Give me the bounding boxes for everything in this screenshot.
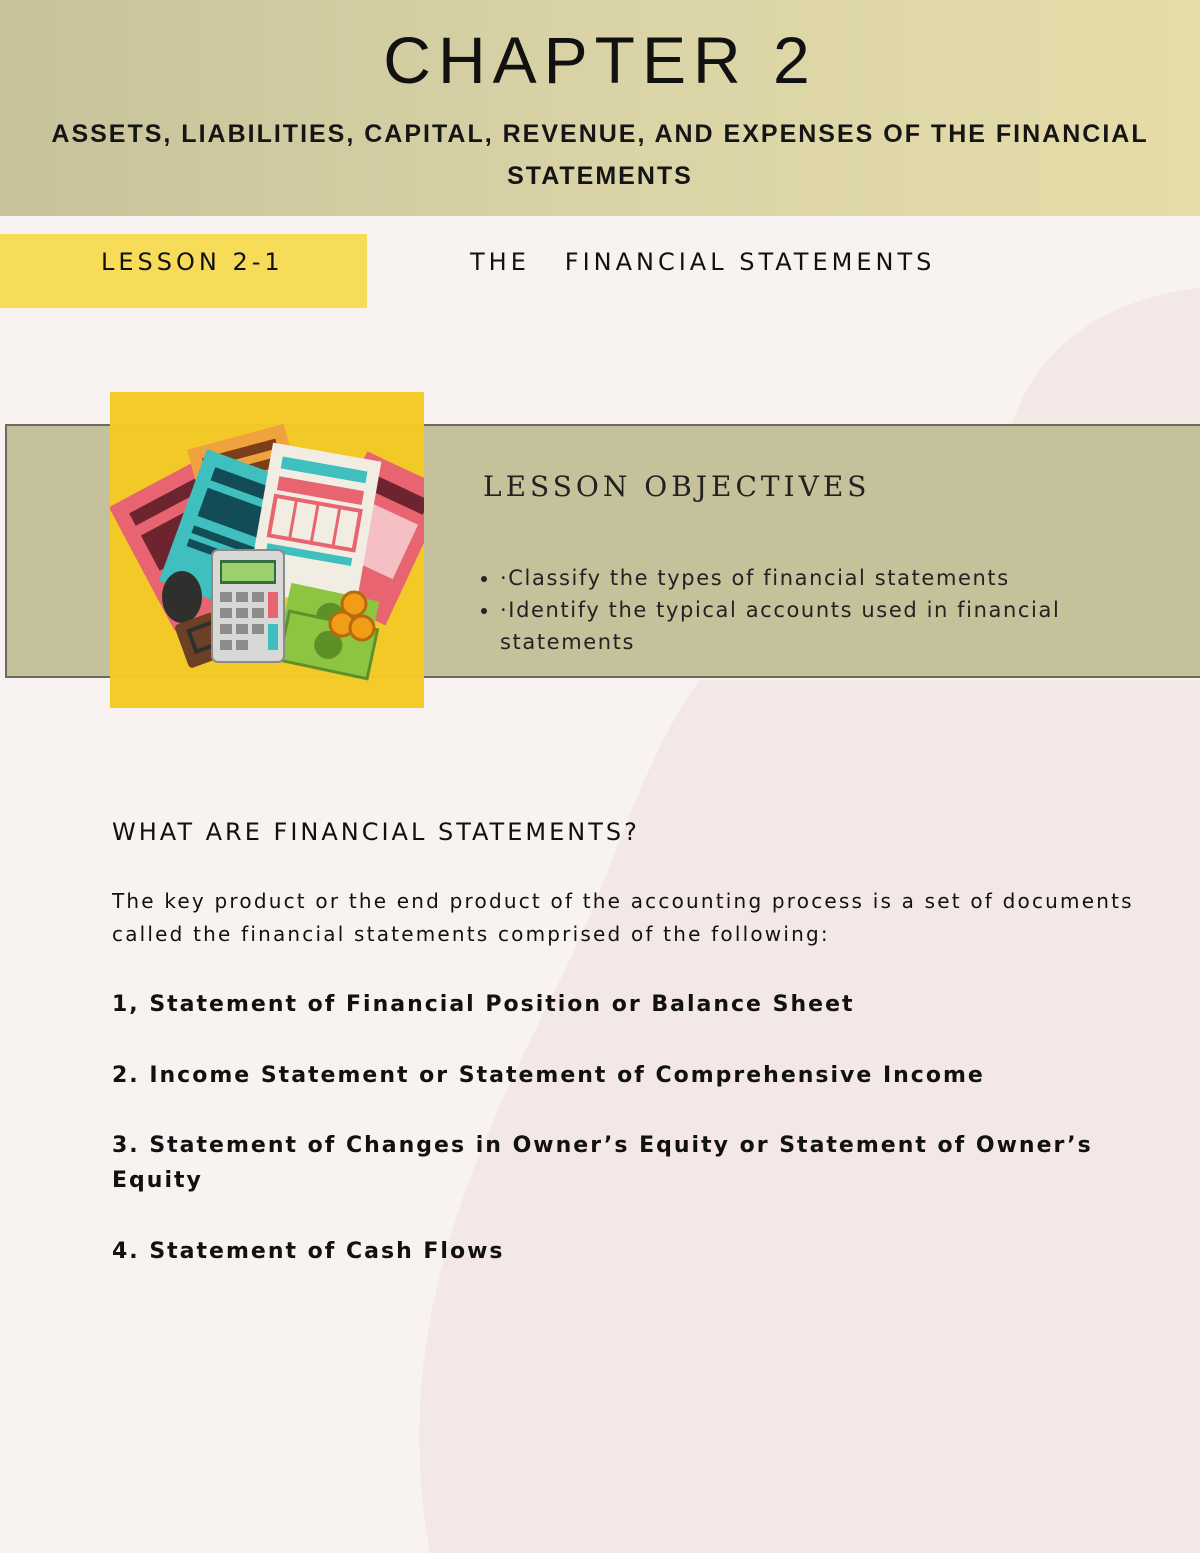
statement-item-4: 4. Statement of Cash Flows: [112, 1239, 505, 1264]
chapter-title: CHAPTER 2: [383, 23, 817, 97]
lesson-title: THE FINANCIAL STATEMENTS: [470, 248, 936, 276]
chapter-header: [0, 0, 1200, 216]
financial-documents-icon: [110, 392, 424, 708]
objective-item: • ·Classify the types of financial statements: [500, 562, 1180, 594]
chapter-subtitle: ASSETS, LIABILITIES, CAPITAL, REVENUE, AND EXPENSES OF THE FINANCIAL STATEMENTS: [51, 120, 1149, 190]
statement-item-1: 1, Statement of Financial Position or Balance Sheet: [112, 992, 855, 1017]
statement-item-3: 3. Statement of Changes in Owner’s Equity or Statement of Owner’s Equity: [112, 1133, 1093, 1193]
section-heading: WHAT ARE FINANCIAL STATEMENTS?: [112, 818, 640, 846]
lesson-tag-label: LESSON 2-1: [101, 248, 284, 276]
statement-item-2: 2. Income Statement or Statement of Comprehensive Income: [112, 1063, 985, 1088]
financial-documents-illustration: [110, 392, 424, 708]
objectives-heading: LESSON OBJECTIVES: [483, 470, 871, 503]
objective-item: • ·Identify the typical accounts used in financial statements: [500, 594, 1180, 658]
objectives-list: [470, 562, 1180, 658]
intro-paragraph: The key product or the end product of the accounting process is a set of documents called the financial statements comprised of the following:: [112, 889, 1134, 946]
